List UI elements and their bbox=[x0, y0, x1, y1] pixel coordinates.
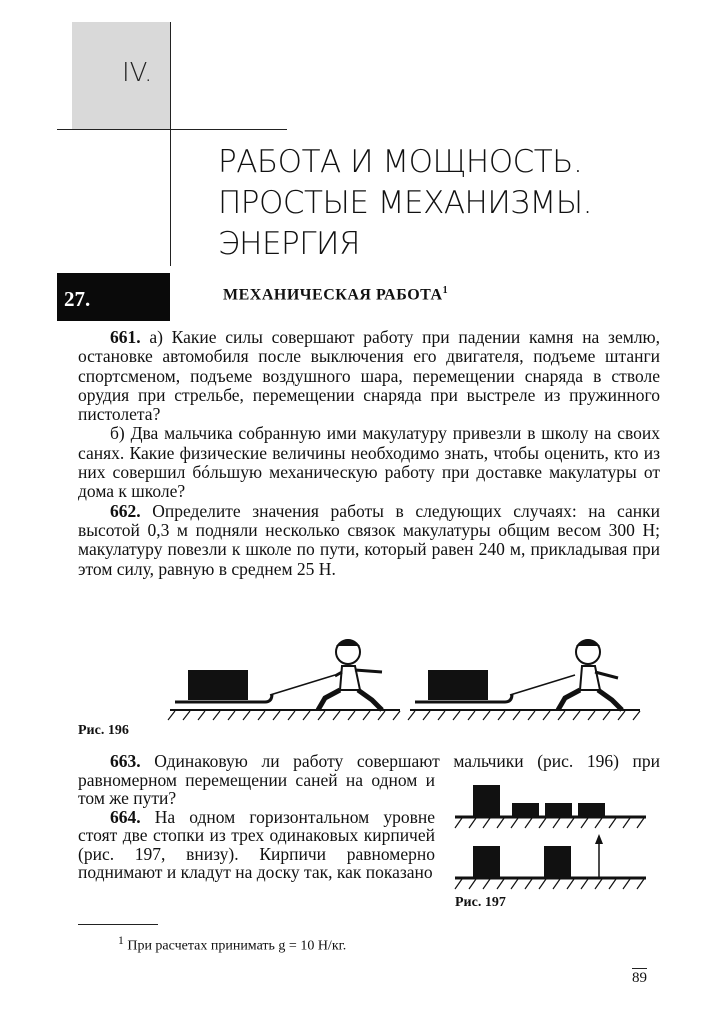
brick bbox=[512, 803, 539, 817]
footnote-text: При расчетах принимать g = 10 Н/кг. bbox=[127, 938, 347, 954]
chapter-title-line: ЭНЕРГИЯ bbox=[218, 226, 360, 262]
problem-text: Одинаковую ли работу совершают мальчики (рис. 196) при равномерном перемещении саней на одном и том же пути? bbox=[78, 751, 661, 808]
brick bbox=[545, 803, 572, 817]
problem-number: 661. bbox=[110, 327, 141, 347]
bundle bbox=[428, 670, 488, 700]
problem-text: Определите значения работы в следующих случаях: на санки высотой 0,3 м подняли несколько связок макулатуры общим весом 300 Н; макулатуру повезли к школе по пути, который равен 240 м, прикладывая при этом силу, равную в среднем 25 Н. bbox=[78, 500, 661, 579]
brick bbox=[578, 803, 605, 817]
problem-number: 663. bbox=[110, 751, 141, 771]
footnote-mark: 1 bbox=[118, 934, 124, 947]
rope bbox=[510, 675, 575, 695]
divider-vertical bbox=[170, 22, 171, 266]
problem-662 bbox=[78, 502, 660, 579]
footnote bbox=[118, 934, 346, 955]
problem-text: а) Какие силы совершают работу при падении камня на землю, остановке автомобиля после выключения его двигателя, подъеме штанги спортсменом, подъеме воздушного шара, перемещении снаряда в стволе орудия при стрельбе, перемещении снаряда при выстреле из пружинного пистолета? bbox=[78, 327, 660, 425]
brick-stack bbox=[473, 785, 500, 817]
figure-197-caption: Рис. 197 bbox=[455, 895, 506, 910]
figure-197-illustration bbox=[450, 780, 660, 890]
page-number: 89 bbox=[632, 970, 647, 986]
problem-661a bbox=[78, 328, 660, 424]
problem-number: 662. bbox=[110, 500, 141, 521]
chapter-title-line: РАБОТА И МОЩНОСТЬ. bbox=[218, 144, 583, 180]
boy-body bbox=[580, 666, 600, 690]
divider-horizontal bbox=[57, 129, 287, 130]
problem-number: 664. bbox=[110, 806, 141, 827]
sled-scene-right bbox=[408, 639, 640, 720]
chapter-number: IV. bbox=[122, 58, 153, 88]
problem-661b bbox=[78, 424, 660, 501]
chapter-title bbox=[218, 142, 592, 265]
problems-block-top bbox=[78, 328, 660, 579]
problem-text: На одном горизонтальном уровне стоят две стопки из трех одинаковых кирпичей (рис. 197, внизу). Кирпичи равномерно поднимают и кладут на доску так, как показано bbox=[78, 806, 435, 882]
figure-196-caption: Рис. 196 bbox=[78, 723, 129, 738]
figure-196-illustration bbox=[150, 630, 670, 730]
bundle bbox=[188, 670, 248, 700]
section-heading-text: МЕХАНИЧЕСКАЯ РАБОТА bbox=[223, 286, 443, 304]
chapter-marker-background bbox=[72, 22, 170, 130]
rope bbox=[270, 675, 335, 695]
chapter-title-line: ПРОСТЫЕ МЕХАНИЗМЫ. bbox=[218, 185, 592, 221]
brick-stack-bottom bbox=[544, 846, 571, 878]
problem-text: б) Два мальчика собранную ими макулатуру привезли в школу на своих санях. Какие физические величины необходимо знать, чтобы оценить, кто из них совершил бóльшую механическую работу при доставке макулатуры от дома к школе? bbox=[78, 423, 660, 502]
footnote-mark: 1 bbox=[442, 285, 449, 296]
footnote-divider bbox=[78, 924, 158, 925]
brick-stack-bottom bbox=[473, 846, 500, 878]
section-number: 27. bbox=[64, 287, 91, 311]
sled-scene-left bbox=[168, 639, 400, 720]
section-heading bbox=[223, 285, 448, 304]
